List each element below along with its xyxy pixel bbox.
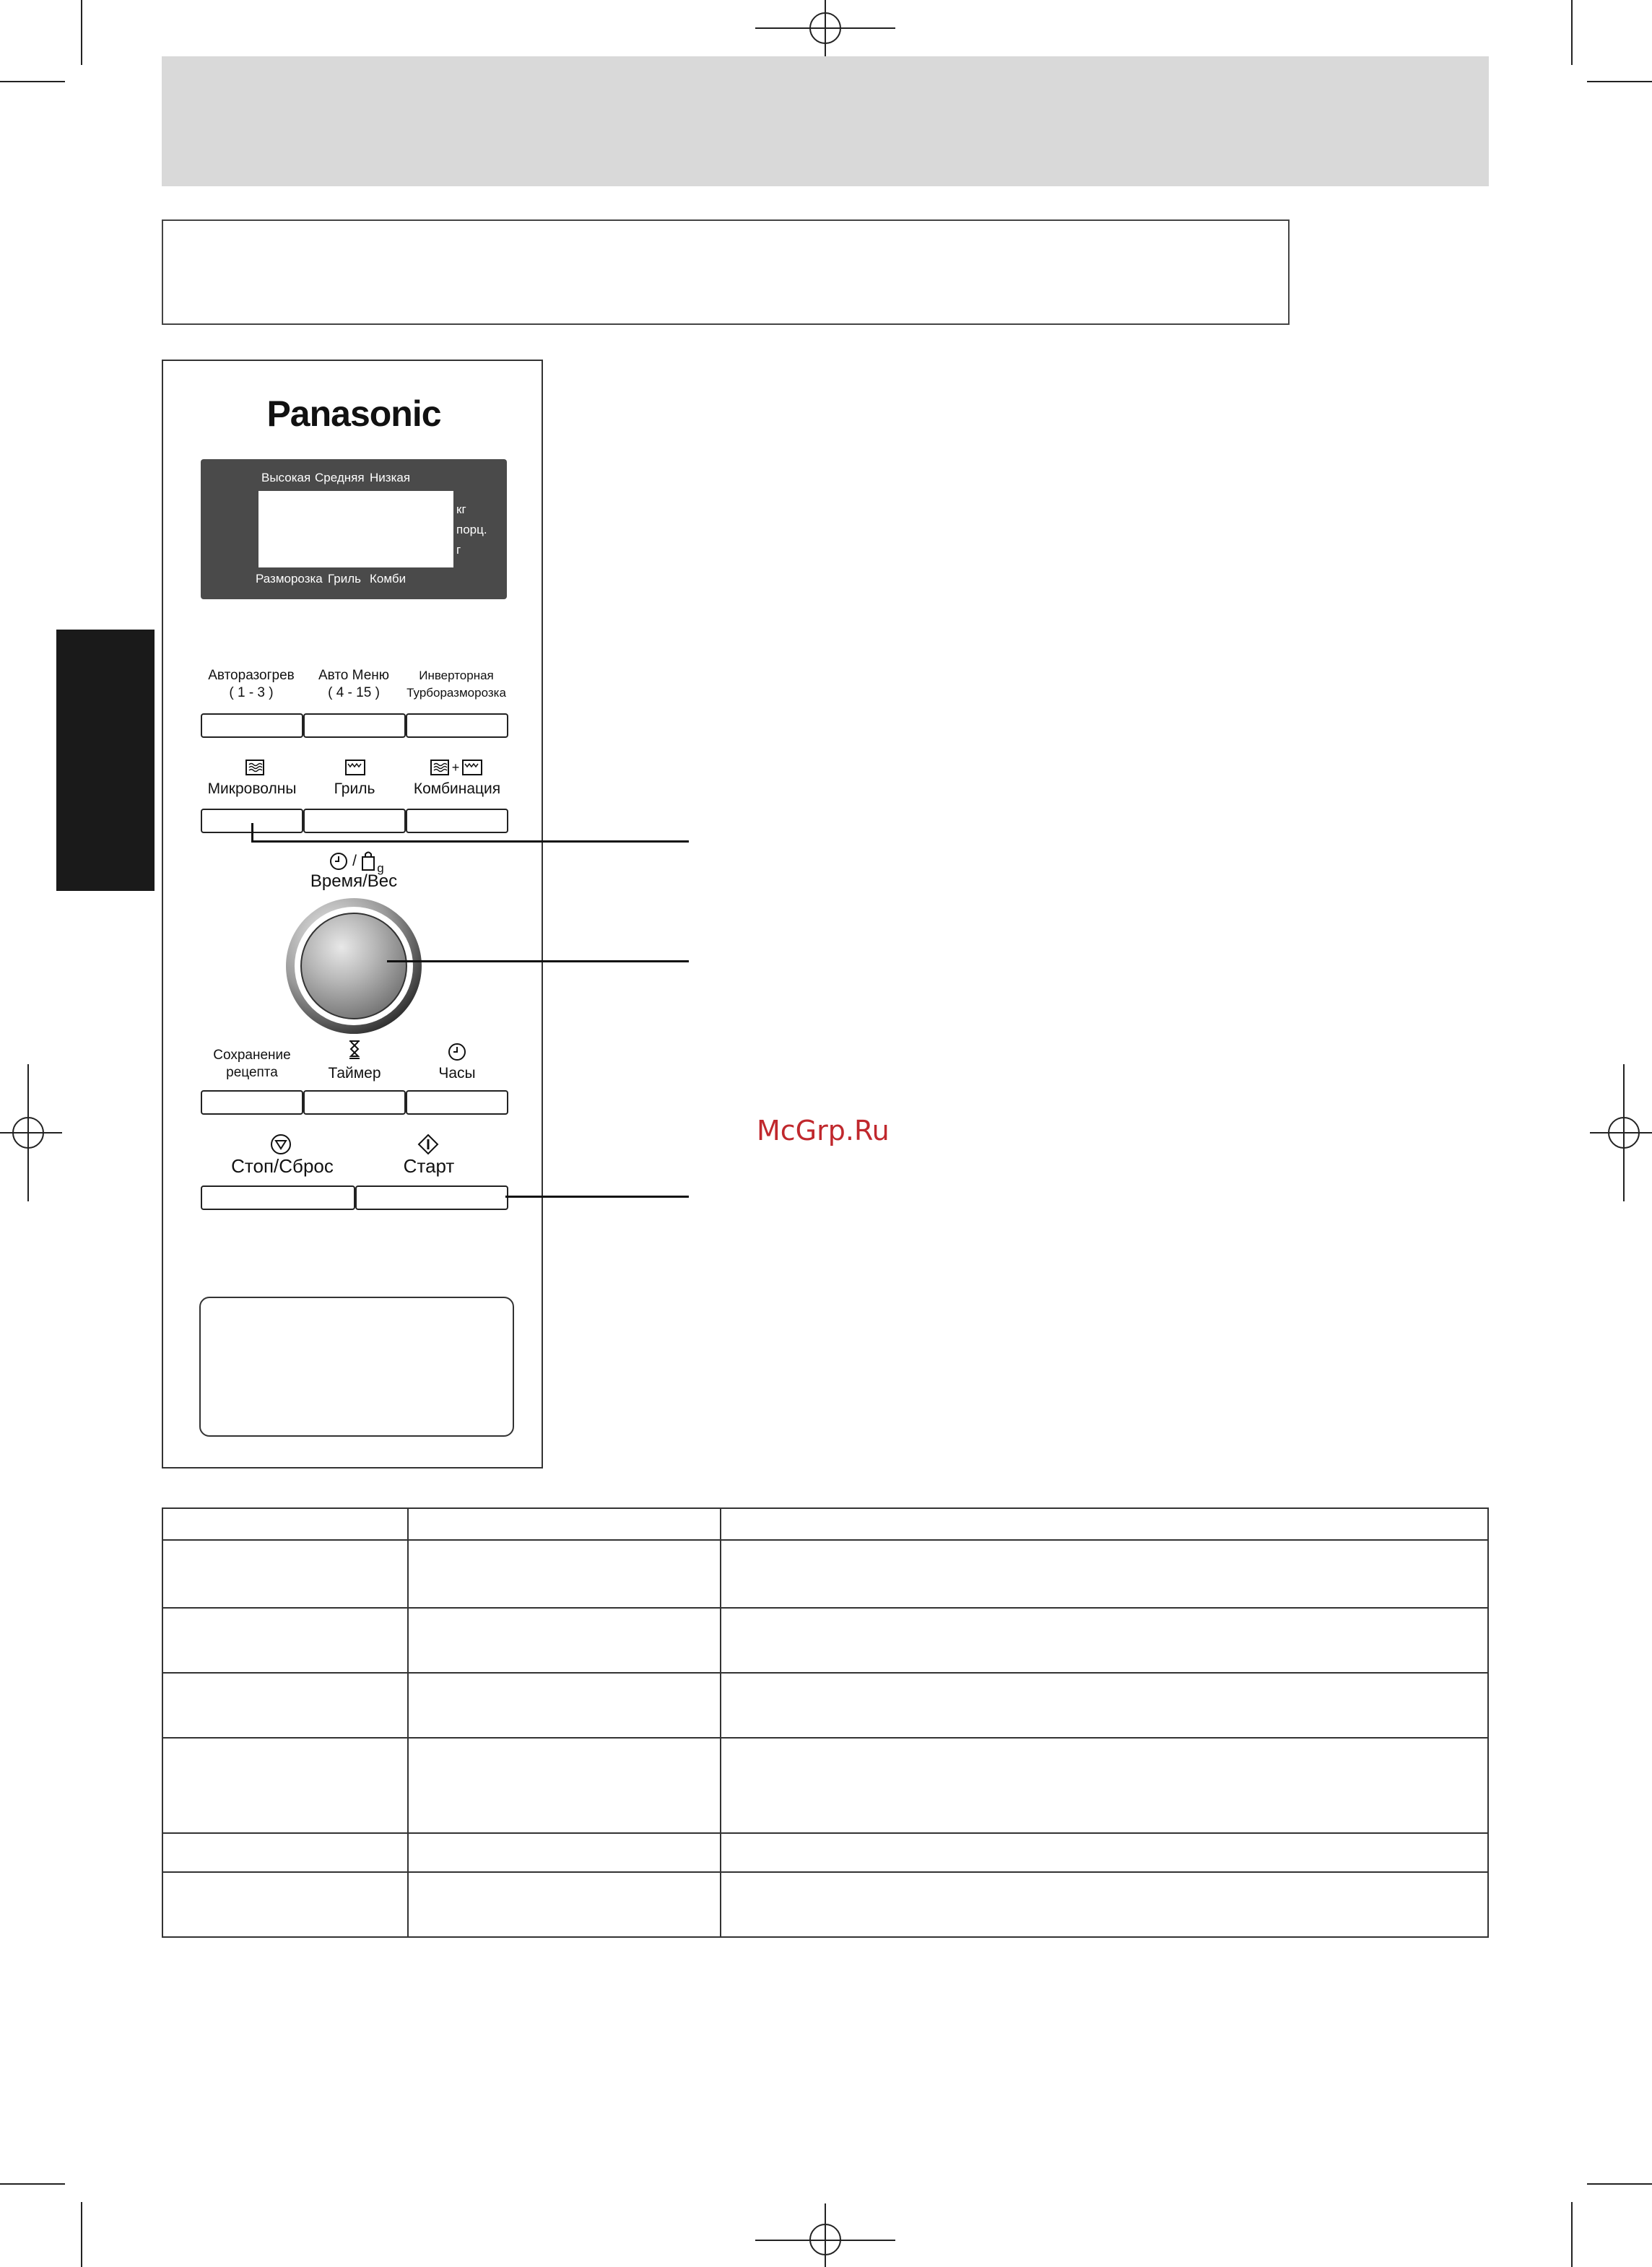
callout-tick-microwave [251,823,253,842]
brand-logo: Panasonic [266,393,441,434]
hourglass-icon [348,1040,361,1060]
grill-label: Гриль [334,780,375,797]
auto-menu-label: Авто Меню ( 4 - 15 ) [318,668,390,700]
note-box [162,219,1290,325]
inverter-defrost-label: Инверторная Турборазморозка [407,669,506,700]
stop-reset-button[interactable] [201,1185,355,1210]
microwave-icon [245,760,264,775]
stop-icon [270,1134,292,1155]
grill-button[interactable] [303,809,406,833]
display-label-high: Высокая [261,471,311,484]
table-row [162,1508,1488,1540]
display-screen [258,491,453,567]
grill-icon [345,760,365,775]
table-row [162,1540,1488,1608]
timer-button[interactable] [303,1090,406,1115]
inverter-defrost-button[interactable] [406,713,508,738]
table-row [162,1673,1488,1738]
table-row [162,1872,1488,1937]
callout-line-start [505,1196,689,1198]
display-unit-kg: кг [456,502,466,516]
start-button[interactable] [355,1185,508,1210]
clock-key-icon [448,1043,466,1061]
table-row [162,1738,1488,1833]
auto-menu-button[interactable] [303,713,406,738]
clock-icon [329,852,348,871]
callout-line-microwave [251,840,689,843]
combination-plus: + [451,760,460,775]
display-label-low: Низкая [370,471,411,484]
dial-label: Время/Вес [310,871,398,891]
header-band [162,56,1489,186]
combination-label: Комбинация [413,780,501,797]
callout-line-dial [387,960,689,962]
dial-icon-separator: / [352,853,357,869]
door-release-area [199,1297,514,1437]
start-icon [417,1134,439,1155]
table-row [162,1608,1488,1673]
time-weight-dial[interactable] [286,898,422,1034]
save-recipe-button[interactable] [201,1090,303,1115]
section-tab [56,630,155,891]
display-label-grill: Гриль [328,572,361,586]
description-table [162,1507,1489,1938]
display-label-defrost: Разморозка [256,572,323,586]
auto-reheat-label: Авторазогрев ( 1 - 3 ) [208,668,295,700]
weight-icon [361,850,375,871]
auto-reheat-button[interactable] [201,713,303,738]
stop-reset-label: Стоп/Сброс [231,1155,334,1177]
display-unit-portion: порц. [456,523,487,536]
clock-button[interactable] [406,1090,508,1115]
watermark: McGrp.Ru [757,1115,890,1146]
timer-label: Таймер [328,1065,381,1082]
combination-microwave-icon [430,760,449,775]
control-panel [162,360,543,1468]
dial-icon-g: g [377,861,384,875]
display-label-combi: Комби [370,572,407,586]
clock-label: Часы [438,1065,476,1082]
save-recipe-label: Сохранение рецепта [213,1048,291,1080]
table-row [162,1833,1488,1872]
microwave-label: Микроволны [207,780,297,797]
combination-button[interactable] [406,809,508,833]
lcd-display [201,459,507,599]
combination-grill-icon [462,760,482,775]
display-unit-g: г [456,543,461,557]
start-label: Старт [403,1155,455,1177]
display-label-medium: Средняя [315,471,365,484]
